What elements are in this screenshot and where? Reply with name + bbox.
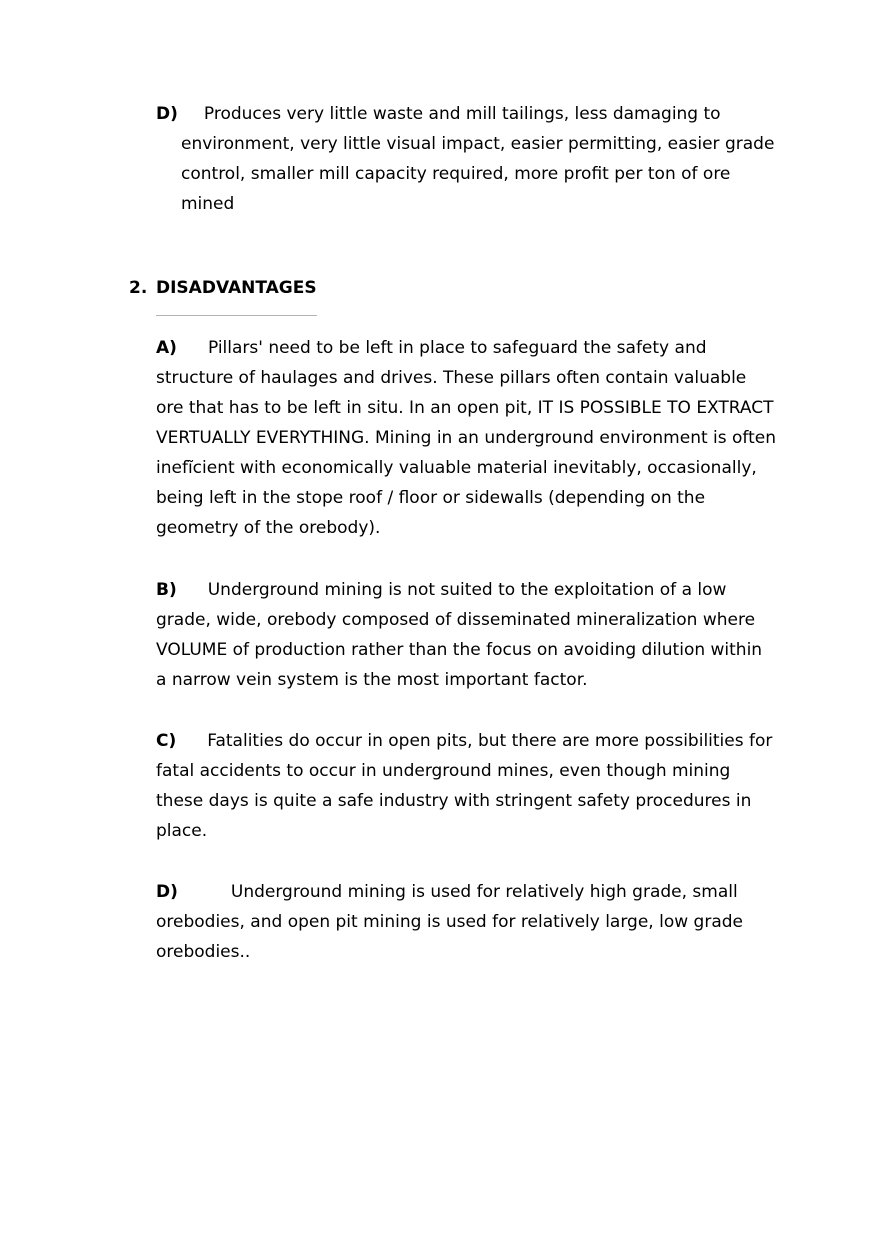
item-text-continuation: environment, very little visual impact, easier permitting, easier grade control, smaller mill capacity required, more profit per ton of ore mined <box>181 134 775 214</box>
item-letter: A) <box>156 338 177 358</box>
item-text: Fatalities do occur in open pits, but there are more possibilities for fatal accidents to occur in underground mines, even though mining these days is quite a safe industry with stringent safety procedures in place. <box>156 731 773 841</box>
disadvantage-item-b <box>156 575 776 695</box>
item-text: Underground mining is used for relatively high grade, small orebodies, and open pit mining is used for relatively large, low grade orebodies.. <box>156 882 743 962</box>
advantage-item-d <box>156 99 776 219</box>
item-letter: B) <box>156 580 177 600</box>
item-letter: D) <box>156 104 178 124</box>
item-text-first-line: Produces very little waste and mill tailings, less damaging to <box>203 104 721 124</box>
section-number: 2. <box>129 278 148 298</box>
disadvantage-item-a <box>156 333 776 543</box>
section-heading <box>129 273 317 303</box>
heading-underline <box>156 315 317 316</box>
item-text: Pillars' need to be left in place to safeguard the safety and structure of haulages and drives. These pillars often contain valuable ore that has to be left in situ. In an open pit, IT IS POSSIBLE TO EXTRACT VERTUALLY EVERYTHING. Mining in an underground environment is often inefĩcient with economically valuable material inevitably, occasionally, being left in the stope roof / floor or sidewalls (depending on the geometry of the orebody). <box>156 338 777 538</box>
section-title: DISADVANTAGES <box>156 278 317 298</box>
disadvantage-item-c <box>156 726 776 846</box>
item-letter: C) <box>156 731 177 751</box>
advantage-item-d-first-line <box>156 99 776 129</box>
item-letter: D) <box>156 882 178 902</box>
item-text: Underground mining is not suited to the exploitation of a low grade, wide, orebody composed of disseminated mineralization where VOLUME of production rather than the focus on avoiding dilution within a narrow vein system is the most important factor. <box>156 580 763 690</box>
disadvantage-item-d <box>156 877 776 967</box>
